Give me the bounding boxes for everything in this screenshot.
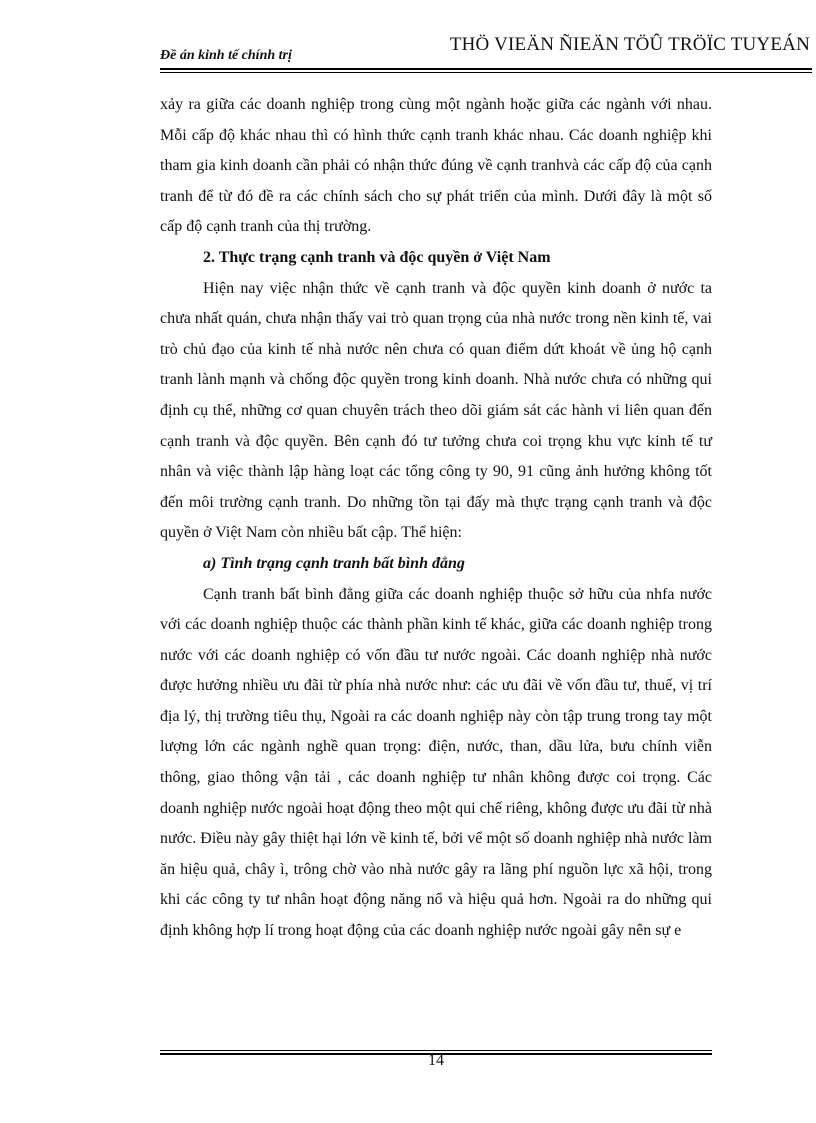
header-rule-thin <box>160 72 812 73</box>
body-text <box>160 90 712 947</box>
header-doc-title: Đề án kinh tế chính trị <box>160 48 292 63</box>
footer-rule-thin <box>160 1050 712 1051</box>
section-heading-2: 2. Thực trạng cạnh tranh và độc quyền ở Việt Nam <box>203 248 551 266</box>
page-number: 14 <box>428 1052 444 1069</box>
paragraph-unequal-competition: Cạnh tranh bất bình đẳng giữa các doanh nghiệp thuộc sở hữu của nhfa nước với các doanh nghiệp thuộc các thành phần kinh tế khác, giữa các doanh nghiệp trong nước với các doanh nghiệp có vốn đầu tư nước ngoài. Các doanh nghiệp nhà nước được hưởng nhiều ưu đãi từ phía nhà nước như: các ưu đãi về vốn đầu tư, thuế, vị trí địa lý, thị trường tiêu thụ, Ngoài ra các doanh nghiệp này còn tập trung trong tay một lượng lớn các ngành nghề quan trọng: điện, nước, than, dầu lửa, bưu chính viễn thông, giao thông vận tải , các doanh nghiệp tư nhân không được coi trọng. Các doanh nghiệp nước ngoài hoạt động theo một qui chế riêng, không được ưu đãi từ nhà nước. Điều này gây thiệt hại lớn về kinh tế, bởi vể một số doanh nghiệp nhà nước làm ăn hiệu quả, chây ì, trông chờ vào nhà nước gây ra lãng phí nguồn lực xã hội, trong khi các công ty tư nhân hoạt động năng nổ và hiệu quả hơn. Ngoài ra do những qui định không hợp lí trong hoạt động của các doanh nghiệp nước ngoài gây nên sự e <box>160 585 712 940</box>
subsection-heading-a: a) Tình trạng cạnh tranh bất bình đẳng <box>203 554 465 572</box>
paragraph-current-state: Hiện nay việc nhận thức về cạnh tranh và độc quyền kinh doanh ở nước ta chưa nhất quán, chưa nhận thấy vai trò quan trọng của nhà nước trong nền kinh tế, vai trò chủ đạo của kinh tế nhà nước nên chưa có quan điểm dứt khoát về ủng hộ cạnh tranh lành mạnh và chống độc quyền trong kinh doanh. Nhà nước chưa có những qui định cụ thể, những cơ quan chuyên trách theo dõi giám sát các hành vi liên quan đến cạnh tranh và độc quyền. Bên cạnh đó tư tưởng chưa coi trọng khu vực kinh tế tư nhân và việc thành lập hàng loạt các tổng công ty 90, 91 cũng ảnh hưởng không tốt đến môi trường cạnh tranh. Do những tồn tại đấy mà thực trạng cạnh tranh và độc quyền ở Việt Nam còn nhiều bất cập. Thể hiện: <box>160 279 712 542</box>
header-library-title: THÖ VIEÄN ÑIEÄN TÖÛ TRÖÏC TUYEÁN <box>449 34 810 55</box>
paragraph-intro: xảy ra giữa các doanh nghiệp trong cùng một ngành hoặc giữa các ngành với nhau. Mỗi cấp độ khác nhau thì có hình thức cạnh tranh khác nhau. Các doanh nghiệp khi tham gia kinh doanh cần phải có nhận thức đúng về cạnh tranhvà các cấp độ của cạnh tranh để từ đó đề ra các chính sách cho sự phát triển của mình. Dưới đây là một số cấp độ cạnh tranh của thị trường. <box>160 96 712 236</box>
header-rule-thick <box>160 68 812 70</box>
